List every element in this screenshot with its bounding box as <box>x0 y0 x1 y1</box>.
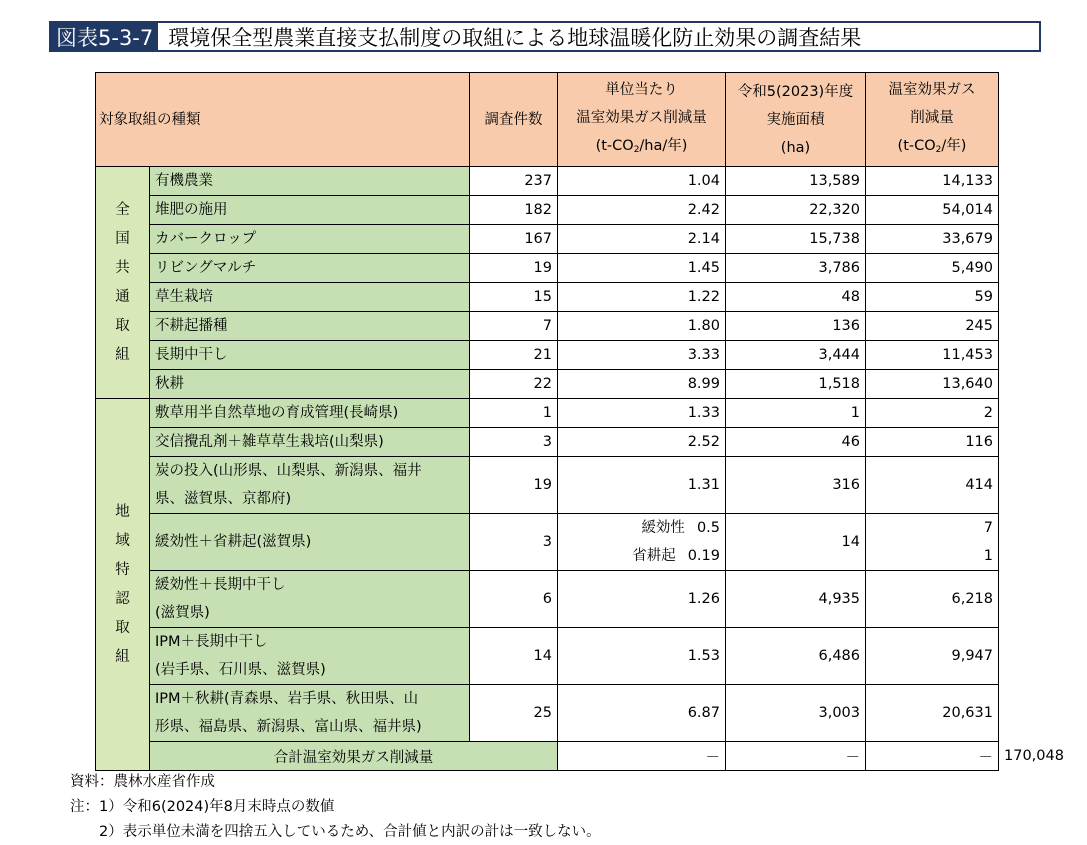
cell-unit: 1.33 <box>558 399 726 428</box>
cell-area: 3,444 <box>726 341 866 370</box>
cell-unit: 1.04 <box>558 167 726 196</box>
group-label-char: 地 <box>115 503 130 520</box>
cell-area: 3,786 <box>726 254 866 283</box>
row-name: 有機農業 <box>150 167 470 196</box>
note-1: 注：1）令和6(2024)年8月末時点の数値 <box>70 799 335 815</box>
header-unit-line3b: /ha/年) <box>639 137 688 154</box>
group-label-char: 特 <box>115 561 130 578</box>
cell-reduction: 11,453 <box>866 341 999 370</box>
note-2: 2）表示単位未満を四捨五入しているため、合計値と内訳の計は一致しない。 <box>70 824 601 840</box>
header-red-line3 <box>871 132 993 164</box>
header-area-line1: 令和5(2023)年度 <box>737 83 854 100</box>
cell-unit: 2.14 <box>558 225 726 254</box>
group-label-char: 共 <box>115 259 130 276</box>
row-name-line2: 形県、福島県、新潟県、富山県、福井県) <box>155 719 422 735</box>
row-name-line1: 緩効性＋長期中干し <box>155 577 286 593</box>
group-label-char: 域 <box>115 532 130 549</box>
cell-area: 1 <box>726 399 866 428</box>
header-red-line3a: (t-CO <box>897 137 936 154</box>
row-name-line2: 県、滋賀県、京都府) <box>155 491 292 507</box>
table-row <box>96 457 999 514</box>
cell-unit: 2.42 <box>558 196 726 225</box>
total-row: 合計温室効果ガス削減量 － － － 170,048 <box>96 742 999 771</box>
cell-unit <box>558 514 726 571</box>
group-label-char: 組 <box>115 648 130 665</box>
cell-area: 22,320 <box>726 196 866 225</box>
row-name: 草生栽培 <box>150 283 470 312</box>
header-red-line3b: /年) <box>941 137 967 154</box>
cell-area: 13,589 <box>726 167 866 196</box>
table-header-row <box>96 73 999 167</box>
group-label-char: 取 <box>115 317 130 334</box>
figure-number: 図表5-3-7 <box>51 23 158 50</box>
cell-reduction: 9,947 <box>866 628 999 685</box>
cell-unit: 1.80 <box>558 312 726 341</box>
row-name-line1: IPM＋長期中干し <box>155 634 268 650</box>
row-name: 交信攪乱剤＋雑草草生栽培(山梨県) <box>150 428 470 457</box>
row-name-line2: (滋賀県) <box>155 605 210 621</box>
header-count: 調査件数 <box>470 73 558 167</box>
cell-count: 19 <box>470 457 558 514</box>
cell-unit: 8.99 <box>558 370 726 399</box>
cell-unit: 3.33 <box>558 341 726 370</box>
table-row <box>96 428 999 457</box>
cell-unit: 1.26 <box>558 571 726 628</box>
header-area-line3: (ha) <box>780 139 811 156</box>
cell-area: 15,738 <box>726 225 866 254</box>
cell-reduction: 6,218 <box>866 571 999 628</box>
cell-reduction: 245 <box>866 312 999 341</box>
national-group-body <box>96 167 999 399</box>
regional-group-body <box>96 399 1064 771</box>
cell-count: 22 <box>470 370 558 399</box>
row-name <box>150 571 470 628</box>
table-row <box>96 312 999 341</box>
row-name <box>150 685 470 742</box>
cell-unit: 1.53 <box>558 628 726 685</box>
cell-area: 48 <box>726 283 866 312</box>
header-unit-line3a: (t-CO <box>595 137 634 154</box>
cell-area: 46 <box>726 428 866 457</box>
row-name: 長期中干し <box>150 341 470 370</box>
footnotes <box>70 770 601 845</box>
header-unit-reduction <box>558 73 726 167</box>
cell-count: 237 <box>470 167 558 196</box>
group-label-char: 通 <box>115 288 130 305</box>
cell-reduction: 54,014 <box>866 196 999 225</box>
group-label-regional <box>96 399 150 771</box>
cell-area: 1,518 <box>726 370 866 399</box>
table-row <box>96 628 999 685</box>
row-name: カバークロップ <box>150 225 470 254</box>
group-label-char: 認 <box>115 590 130 607</box>
table-row <box>96 225 999 254</box>
cell-reduction <box>866 514 999 571</box>
cell-reduction: 2 <box>866 399 999 428</box>
header-reduction <box>866 73 999 167</box>
reduction-value-2: 1 <box>983 548 993 564</box>
cell-count: 14 <box>470 628 558 685</box>
cell-area: 316 <box>726 457 866 514</box>
group-label-char: 全 <box>115 201 130 218</box>
table-row <box>96 167 999 196</box>
cell-count: 19 <box>470 254 558 283</box>
table-row <box>96 370 999 399</box>
cell-count: 7 <box>470 312 558 341</box>
cell-count: 6 <box>470 571 558 628</box>
table-row <box>96 196 999 225</box>
header-red-line2: 削減量 <box>910 109 954 126</box>
group-label-char: 取 <box>115 619 130 636</box>
row-name: 緩効性＋省耕起(滋賀県) <box>150 514 470 571</box>
total-unit: － <box>726 742 866 771</box>
cell-unit: 1.31 <box>558 457 726 514</box>
cell-count: 1 <box>470 399 558 428</box>
results-table <box>95 72 1064 771</box>
row-name: 不耕起播種 <box>150 312 470 341</box>
figure-title-text: 環境保全型農業直接支払制度の取組による地球温暖化防止効果の調査結果 <box>168 25 862 50</box>
row-name-line1: IPM＋秋耕(青森県、岩手県、秋田県、山 <box>155 691 419 707</box>
cell-unit: 6.87 <box>558 685 726 742</box>
cell-count: 21 <box>470 341 558 370</box>
table-row <box>96 254 999 283</box>
cell-area: 136 <box>726 312 866 341</box>
table-row <box>96 514 999 571</box>
cell-unit: 1.22 <box>558 283 726 312</box>
unit-key-1: 緩効性 <box>641 520 685 536</box>
cell-reduction: 20,631 <box>866 685 999 742</box>
cell-area: 6,486 <box>726 628 866 685</box>
cell-count: 167 <box>470 225 558 254</box>
total-area: － <box>866 742 999 771</box>
total-label: 合計温室効果ガス削減量 <box>150 742 558 771</box>
cell-unit: 2.52 <box>558 428 726 457</box>
cell-reduction: 13,640 <box>866 370 999 399</box>
group-label-char: 組 <box>115 346 130 363</box>
header-unit-line3 <box>563 132 720 164</box>
row-name-line1: 炭の投入(山形県、山梨県、新潟県、福井 <box>155 463 422 479</box>
header-unit-line3-sub: 2 <box>633 144 640 155</box>
row-name-line2: (岩手県、石川県、滋賀県) <box>155 662 326 678</box>
cell-count: 25 <box>470 685 558 742</box>
header-red-line3-sub: 2 <box>935 144 942 155</box>
total-count: － <box>558 742 726 771</box>
table-row <box>96 399 999 428</box>
table-row <box>96 685 999 742</box>
cell-area: 14 <box>726 514 866 571</box>
source-note: 資料：農林水産省作成 <box>70 774 215 790</box>
row-name <box>150 628 470 685</box>
cell-reduction: 116 <box>866 428 999 457</box>
group-label-char: 国 <box>115 230 130 247</box>
row-name: リビングマルチ <box>150 254 470 283</box>
row-name: 堆肥の施用 <box>150 196 470 225</box>
unit-value-1: 0.5 <box>696 520 720 536</box>
cell-count: 182 <box>470 196 558 225</box>
cell-reduction: 14,133 <box>866 167 999 196</box>
table-row <box>96 283 999 312</box>
cell-count: 15 <box>470 283 558 312</box>
header-unit-line2: 温室効果ガス削減量 <box>576 109 707 126</box>
table-row <box>96 341 999 370</box>
cell-reduction: 5,490 <box>866 254 999 283</box>
group-label-national <box>96 167 150 399</box>
cell-count: 3 <box>470 428 558 457</box>
unit-value-2: 0.19 <box>687 548 720 564</box>
header-unit-line1: 単位当たり <box>605 81 678 98</box>
table-row <box>96 571 999 628</box>
cell-unit: 1.45 <box>558 254 726 283</box>
figure-title <box>49 21 1041 52</box>
cell-reduction: 414 <box>866 457 999 514</box>
reduction-value-1: 7 <box>983 520 993 536</box>
header-area <box>726 73 866 167</box>
unit-key-2: 省耕起 <box>632 548 676 564</box>
row-name: 秋耕 <box>150 370 470 399</box>
cell-area: 3,003 <box>726 685 866 742</box>
cell-count: 3 <box>470 514 558 571</box>
header-type: 対象取組の種類 <box>96 73 470 167</box>
row-name <box>150 457 470 514</box>
cell-reduction: 59 <box>866 283 999 312</box>
cell-reduction: 33,679 <box>866 225 999 254</box>
header-area-line2: 実施面積 <box>766 111 825 128</box>
header-red-line1: 温室効果ガス <box>888 81 976 98</box>
cell-area: 4,935 <box>726 571 866 628</box>
row-name: 敷草用半自然草地の育成管理(長崎県) <box>150 399 470 428</box>
